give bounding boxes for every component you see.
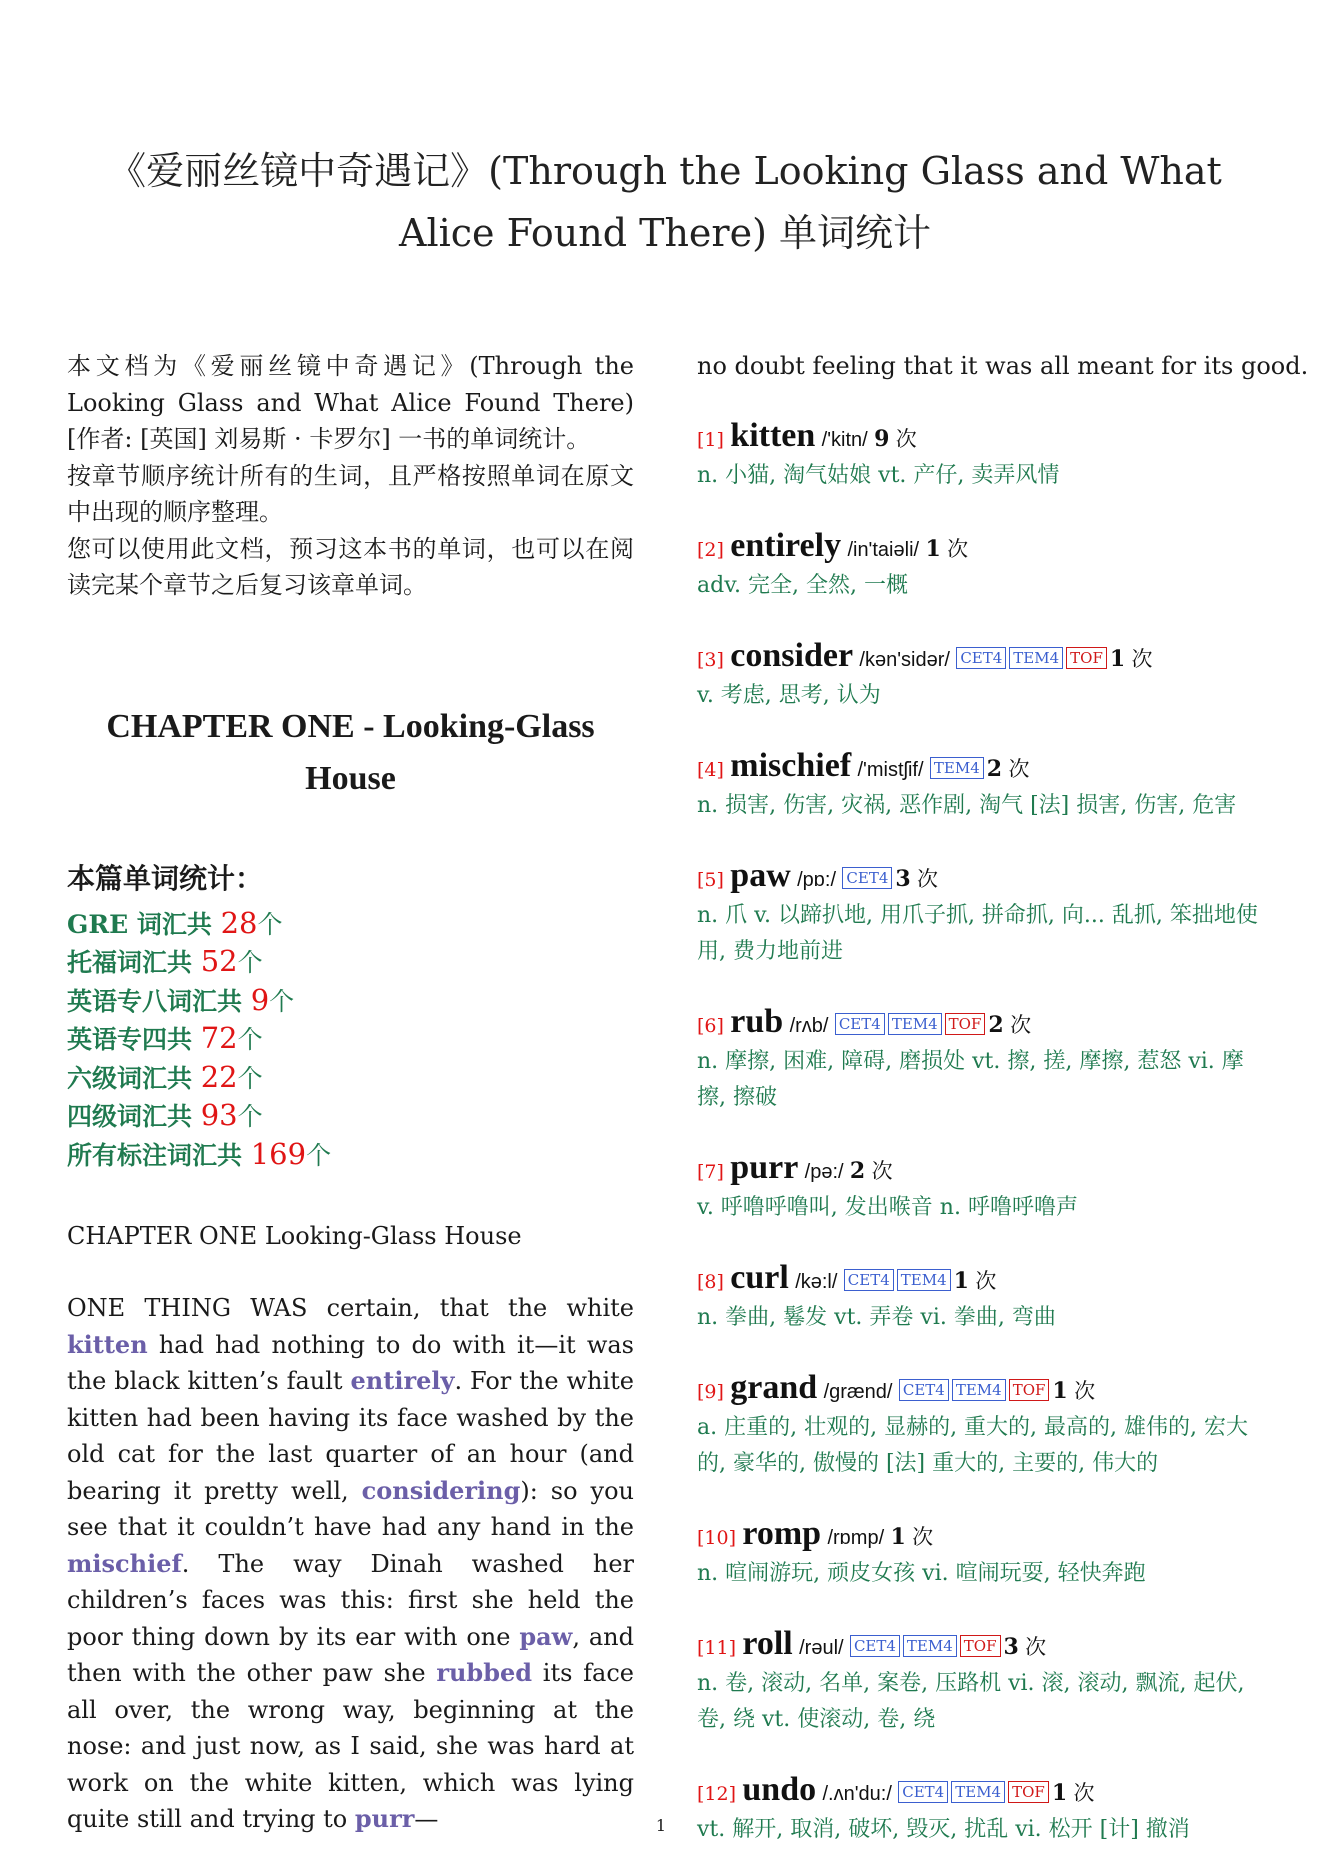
vocab-word: rub xyxy=(730,1003,784,1040)
vocab-index: [9] xyxy=(697,1381,724,1403)
passage-text: . For the white kitten had been having its face washed by the old cat for the last quarter of an hour (and bearing it pretty well, xyxy=(67,1367,635,1505)
stat-row xyxy=(67,982,634,1021)
stat-label: 英语专四共 xyxy=(67,1025,201,1054)
vocab-times-label: 次 xyxy=(975,1269,997,1293)
stat-label: 六级词汇共 xyxy=(67,1063,201,1093)
vocab-entry-head xyxy=(697,858,1267,898)
vocab-count: 1 xyxy=(1109,646,1126,672)
vocab-definition: vt. 解开, 取消, 破坏, 毁灭, 扰乱 vi. 松开 [计] 撤消 xyxy=(697,1817,1190,1842)
vocab-entry xyxy=(697,1260,1267,1336)
vocab-word: roll xyxy=(742,1625,793,1662)
stats-list xyxy=(67,905,634,1175)
vocab-phonetic: /'mistʃif/ xyxy=(857,759,924,781)
vocab-entry-head xyxy=(697,638,1267,678)
vocab-entry-head xyxy=(697,1370,1267,1410)
vocab-entry-head xyxy=(697,1516,1267,1556)
vocab-word: mischief xyxy=(730,747,852,784)
stat-row xyxy=(67,943,634,982)
exam-tag-tof: TOF xyxy=(960,1635,1001,1657)
right-column xyxy=(697,348,1309,1848)
vocab-count: 1 xyxy=(953,1268,969,1294)
stat-count: 72 xyxy=(200,1021,238,1055)
vocab-times-label: 次 xyxy=(1073,1781,1095,1805)
vocab-count: 2 xyxy=(849,1158,866,1184)
vocab-phonetic: /'kitn/ xyxy=(821,429,868,451)
passage-continuation: no doubt feeling that it was all meant for its good. xyxy=(697,352,1309,380)
stat-count: 9 xyxy=(250,982,270,1017)
vocab-index: [5] xyxy=(697,869,724,891)
stat-count: 52 xyxy=(200,944,238,978)
vocab-entry xyxy=(697,418,1267,494)
exam-tag-tem4: TEM4 xyxy=(897,1269,951,1291)
vocab-definition: v. 考虑, 思考, 认为 xyxy=(697,683,881,708)
vocab-count: 3 xyxy=(1003,1634,1019,1660)
exam-tag-cet4: CET4 xyxy=(956,647,1006,669)
vocab-word: romp xyxy=(742,1515,822,1552)
exam-tag-cet4: CET4 xyxy=(844,1269,894,1291)
passage-text: its face all over, the wrong way, beginning at the nose: and just now, as I said, she was hard at work on the white kitten, which was lying quite still and trying to xyxy=(67,1659,635,1833)
vocab-phonetic: /kə:l/ xyxy=(795,1271,838,1293)
vocab-index: [4] xyxy=(697,759,724,781)
stat-count: 93 xyxy=(200,1098,238,1132)
passage-text: ): so you see that it couldn’t have had any hand in the xyxy=(67,1476,634,1541)
vocab-index: [3] xyxy=(697,649,724,671)
vocab-word: entirely xyxy=(730,527,842,564)
passage-text: had had nothing to do with it—it was the black kitten’s fault xyxy=(67,1330,634,1395)
stats-heading: 本篇单词统计： xyxy=(67,861,264,895)
highlighted-word: kitten xyxy=(67,1329,148,1359)
exam-tag-cet4: CET4 xyxy=(850,1635,900,1657)
exam-tag-tem4: TEM4 xyxy=(888,1013,942,1035)
intro-line: 按章节顺序统计所有的生词，且严格按照单词在原文中出现的顺序整理。 xyxy=(67,461,634,526)
stat-unit: 个 xyxy=(237,1102,263,1131)
vocab-word: kitten xyxy=(730,417,816,454)
vocab-phonetic: /kən'sidər/ xyxy=(859,649,950,671)
exam-tag-cet4: CET4 xyxy=(835,1013,885,1035)
vocab-index: [12] xyxy=(697,1783,737,1805)
vocab-entry xyxy=(697,1370,1267,1482)
exam-tag-tof: TOF xyxy=(945,1013,986,1035)
stat-row xyxy=(67,1059,634,1098)
stat-unit: 个 xyxy=(237,1063,263,1093)
stat-count: 169 xyxy=(250,1136,307,1171)
exam-tag-tof: TOF xyxy=(1009,1379,1050,1401)
vocab-word: purr xyxy=(730,1149,799,1186)
stat-label: 英语专八词汇共 xyxy=(67,986,251,1016)
vocab-entry-head xyxy=(697,1150,1267,1190)
vocab-index: [7] xyxy=(697,1161,724,1183)
vocab-phonetic: /in'taiəli/ xyxy=(847,539,920,561)
vocab-definition: n. 小猫, 淘气姑娘 vt. 产仔, 卖弄风情 xyxy=(697,463,1060,488)
vocab-count: 1 xyxy=(1052,1378,1068,1404)
vocab-phonetic: /pɒ:/ xyxy=(797,869,837,891)
intro-paragraph xyxy=(67,348,634,604)
vocab-times-label: 次 xyxy=(947,537,969,561)
exam-tag-tem4: TEM4 xyxy=(951,1781,1005,1803)
vocab-entry xyxy=(697,638,1267,714)
page-number: 1 xyxy=(655,1816,667,1835)
vocab-word: grand xyxy=(730,1369,818,1406)
chapter-heading: CHAPTER ONE - Looking-Glass House xyxy=(106,707,595,797)
vocab-phonetic: /rʌb/ xyxy=(789,1015,829,1037)
vocab-count: 2 xyxy=(988,1012,1004,1038)
stat-count: 22 xyxy=(200,1059,238,1094)
vocab-phonetic: /pə:/ xyxy=(804,1161,844,1183)
vocab-definition: n. 摩擦, 困难, 障碍, 磨损处 vt. 擦, 搓, 摩擦, 惹怒 vi. 摩擦, 擦破 xyxy=(697,1049,1244,1110)
stat-row xyxy=(67,905,634,944)
vocab-phonetic: /rɒmp/ xyxy=(827,1527,885,1549)
stat-row xyxy=(67,1097,634,1136)
vocab-count: 2 xyxy=(986,756,1003,782)
vocab-entry-head xyxy=(697,1260,1267,1300)
vocab-entry xyxy=(697,1516,1267,1592)
stat-label: GRE 词汇共 xyxy=(67,909,221,939)
vocab-entry xyxy=(697,528,1267,604)
chapter-passage xyxy=(67,1290,634,1838)
vocab-entry-head xyxy=(697,1004,1267,1044)
vocab-times-label: 次 xyxy=(917,867,939,891)
vocab-entry-head xyxy=(697,528,1267,568)
vocab-times-label: 次 xyxy=(895,427,917,451)
vocab-word: curl xyxy=(730,1259,789,1296)
stat-unit: 个 xyxy=(257,909,283,939)
exam-tag-cet4: CET4 xyxy=(898,1781,948,1803)
stat-label: 托福词汇共 xyxy=(67,948,201,977)
vocab-entry-head xyxy=(697,418,1267,458)
vocab-index: [2] xyxy=(697,539,724,561)
intro-line: 您可以使用此文档，预习这本书的单词，也可以在阅读完某个章节之后复习该章单词。 xyxy=(67,534,634,599)
vocab-phonetic: /rəul/ xyxy=(799,1637,844,1659)
vocab-entry xyxy=(697,858,1267,970)
vocab-index: [11] xyxy=(697,1637,737,1659)
vocab-count: 9 xyxy=(874,426,890,452)
exam-tag-tem4: TEM4 xyxy=(952,1379,1006,1401)
vocab-entry xyxy=(697,1626,1267,1738)
vocab-entry-head xyxy=(697,748,1267,788)
exam-tag-tem4: TEM4 xyxy=(903,1635,957,1657)
vocab-count: 1 xyxy=(925,536,941,562)
highlighted-word: considering xyxy=(361,1475,521,1505)
highlighted-word: paw xyxy=(519,1621,573,1651)
chapter-line: CHAPTER ONE Looking-Glass House xyxy=(67,1222,522,1250)
vocab-list xyxy=(697,418,1267,1848)
vocab-entry xyxy=(697,1772,1267,1848)
vocab-entry-head xyxy=(697,1772,1267,1812)
stat-unit: 个 xyxy=(237,1025,263,1054)
stat-unit: 个 xyxy=(306,1140,332,1170)
highlighted-word: purr xyxy=(354,1804,415,1833)
exam-tag-cet4: CET4 xyxy=(842,867,892,889)
vocab-definition: adv. 完全, 全然, 一概 xyxy=(697,573,908,598)
vocab-word: undo xyxy=(742,1771,817,1808)
document-title: 《爱丽丝镜中奇遇记》(Through the Looking Glass and What Alice Found There) 单词统计 xyxy=(108,149,1222,255)
left-column xyxy=(67,348,634,1838)
exam-tag-tof: TOF xyxy=(1066,647,1107,669)
vocab-entry xyxy=(697,748,1267,824)
stat-row xyxy=(67,1136,634,1175)
vocab-definition: n. 拳曲, 鬈发 vt. 弄卷 vi. 拳曲, 弯曲 xyxy=(697,1305,1056,1330)
exam-tag-tem4: TEM4 xyxy=(1009,647,1063,669)
stat-unit: 个 xyxy=(237,948,263,977)
vocab-times-label: 次 xyxy=(1074,1379,1096,1403)
highlighted-word: mischief xyxy=(67,1548,182,1578)
vocab-times-label: 次 xyxy=(1008,757,1030,781)
passage-text: . The way Dinah washed her children’s faces was this: first she held the poor thing down by its ear with one xyxy=(67,1549,634,1651)
vocab-phonetic: /grænd/ xyxy=(823,1381,893,1403)
stat-label: 所有标注词汇共 xyxy=(67,1140,251,1170)
passage-text: , and then with the other paw she xyxy=(67,1622,635,1687)
stat-row xyxy=(67,1020,634,1059)
vocab-times-label: 次 xyxy=(1025,1635,1047,1659)
highlighted-word: entirely xyxy=(350,1366,455,1395)
vocab-index: [10] xyxy=(697,1527,737,1549)
passage-text: ONE THING WAS certain, that the white xyxy=(67,1294,634,1322)
vocab-count: 1 xyxy=(1051,1780,1068,1806)
vocab-definition: n. 爪 v. 以蹄扒地, 用爪子抓, 拼命抓, 向... 乱抓, 笨拙地使用, 费力地前进 xyxy=(697,903,1258,964)
vocab-entry-head xyxy=(697,1626,1267,1666)
vocab-index: [8] xyxy=(697,1271,724,1293)
vocab-definition: n. 卷, 滚动, 名单, 案卷, 压路机 vi. 滚, 滚动, 飘流, 起伏, 卷, 绕 vt. 使滚动, 卷, 绕 xyxy=(697,1671,1245,1732)
vocab-definition: a. 庄重的, 壮观的, 显赫的, 重大的, 最高的, 雄伟的, 宏大的, 豪华的, 傲慢的 [法] 重大的, 主要的, 伟大的 xyxy=(697,1415,1249,1476)
intro-line: 本文档为《爱丽丝镜中奇遇记》(Through the Looking Glass and What Alice Found There)[作者: [英国] 刘易斯 · 卡罗尔] 一书的单词统计。 xyxy=(67,352,634,453)
vocab-times-label: 次 xyxy=(912,1525,934,1549)
vocab-definition: n. 喧闹游玩, 顽皮女孩 vi. 喧闹玩耍, 轻快奔跑 xyxy=(697,1561,1146,1586)
vocab-times-label: 次 xyxy=(1010,1013,1032,1037)
vocab-entry xyxy=(697,1150,1267,1226)
vocab-word: paw xyxy=(730,857,791,894)
stat-label: 四级词汇共 xyxy=(67,1102,201,1131)
vocab-word: consider xyxy=(730,637,854,674)
vocab-definition: n. 损害, 伤害, 灾祸, 恶作剧, 淘气 [法] 损害, 伤害, 危害 xyxy=(697,793,1237,818)
exam-tag-tof: TOF xyxy=(1008,1781,1049,1803)
vocab-count: 1 xyxy=(890,1524,906,1550)
exam-tag-tem4: TEM4 xyxy=(930,757,984,779)
vocab-definition: v. 呼噜呼噜叫, 发出喉音 n. 呼噜呼噜声 xyxy=(697,1195,1078,1220)
vocab-index: [1] xyxy=(697,429,724,451)
stat-unit: 个 xyxy=(269,986,295,1016)
vocab-times-label: 次 xyxy=(871,1159,893,1183)
stat-count: 28 xyxy=(220,905,258,940)
exam-tag-cet4: CET4 xyxy=(899,1379,949,1401)
vocab-index: [6] xyxy=(697,1015,724,1037)
vocab-entry xyxy=(697,1004,1267,1116)
passage-text: — xyxy=(414,1805,439,1833)
vocab-phonetic: /.ʌn'du:/ xyxy=(822,1783,892,1805)
highlighted-word: rubbed xyxy=(436,1658,533,1687)
vocab-times-label: 次 xyxy=(1131,647,1153,671)
vocab-count: 3 xyxy=(895,866,911,892)
